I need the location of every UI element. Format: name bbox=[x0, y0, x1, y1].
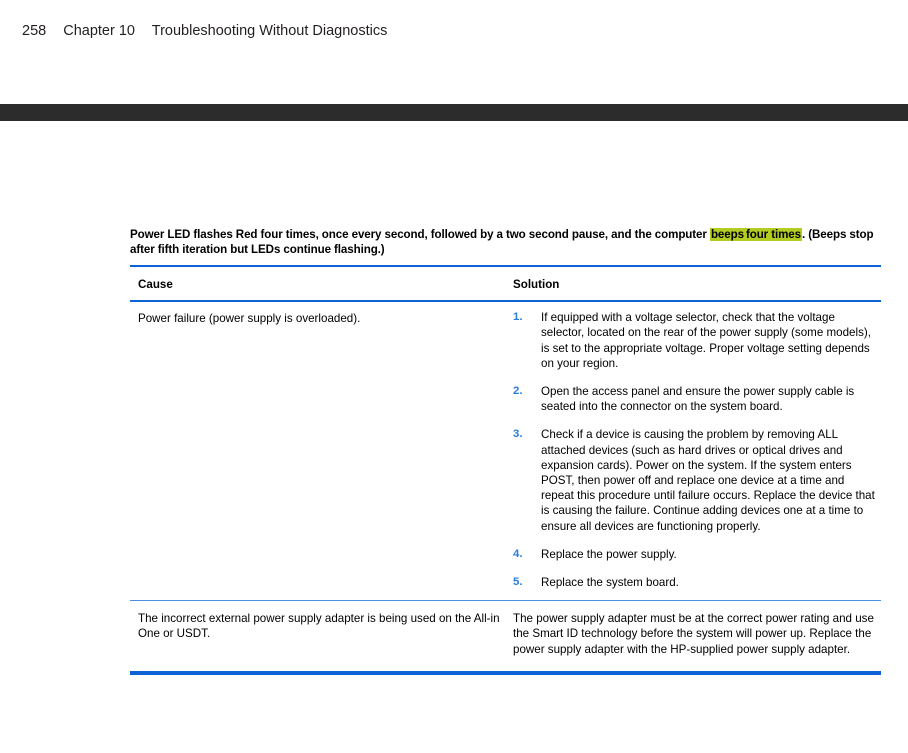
step-number: 2. bbox=[513, 385, 523, 397]
cause-text: The incorrect external power supply adapter is being used on the All-in One or USDT. bbox=[138, 612, 500, 641]
solution-step-list bbox=[513, 310, 877, 590]
cause-text: Power failure (power supply is overloaded). bbox=[138, 312, 361, 326]
table-caption bbox=[130, 228, 881, 257]
step-text: Replace the system board. bbox=[541, 576, 679, 590]
caption-part-1: Power LED flashes Red four times, once every second, followed by a two second pause, and the computer bbox=[130, 228, 710, 241]
cell-solution bbox=[513, 302, 881, 600]
step-text: If equipped with a voltage selector, check that the voltage selector, located on the rear of the power supply (some models), is set to the appropriate voltage. Proper voltage setting depends on your region. bbox=[541, 311, 871, 370]
list-item bbox=[513, 310, 877, 371]
cell-cause bbox=[130, 601, 513, 671]
step-number: 1. bbox=[513, 311, 523, 324]
step-number: 4. bbox=[513, 547, 523, 560]
table-bottom-border bbox=[130, 671, 881, 675]
step-text: Check if a device is causing the problem by removing ALL attached devices (such as hard drives or optical drives and expansion cards). Power on the system. If the system enters POST, then power off and replace one device at a time and repeat this procedure until failure occurs. Replace the device that is causing the failure. Continue adding devices one at a time to ensure all devices are functioning properly. bbox=[541, 428, 875, 533]
caption-part-2: . (Beeps stop after fifth iteration but LEDs continue flashing.) bbox=[130, 228, 874, 256]
header-label-solution: Solution bbox=[513, 278, 560, 292]
running-head bbox=[22, 21, 387, 41]
chapter-title: Troubleshooting Without Diagnostics bbox=[151, 23, 388, 39]
list-item bbox=[513, 575, 877, 590]
header-cell-cause bbox=[130, 267, 513, 300]
step-text: Open the access panel and ensure the power supply cable is seated into the connector on the system board. bbox=[541, 385, 855, 414]
troubleshooting-table bbox=[130, 228, 881, 675]
header-cell-solution bbox=[513, 267, 881, 300]
table-row bbox=[130, 302, 881, 600]
header-label-cause: Cause bbox=[138, 278, 173, 292]
list-item bbox=[513, 384, 877, 414]
header-divider-bar bbox=[0, 104, 908, 121]
list-item bbox=[513, 547, 877, 562]
cell-cause bbox=[130, 302, 513, 600]
table-row bbox=[130, 601, 881, 671]
solution-text: The power supply adapter must be at the correct power rating and use the Smart ID technology before the system will power up. Replace the power supply adapter with the HP-supplied power supply adapter. bbox=[513, 612, 874, 656]
caption-highlight-2: four times bbox=[745, 228, 801, 241]
step-number: 3. bbox=[513, 428, 523, 441]
step-number: 5. bbox=[513, 576, 523, 589]
chapter-label: Chapter 10 bbox=[63, 23, 135, 39]
table-header-row bbox=[130, 267, 881, 300]
cell-solution bbox=[513, 601, 881, 671]
page-number: 258 bbox=[22, 23, 47, 39]
caption-highlight-1: beeps bbox=[710, 228, 744, 241]
list-item bbox=[513, 427, 877, 533]
step-text: Replace the power supply. bbox=[541, 547, 677, 561]
